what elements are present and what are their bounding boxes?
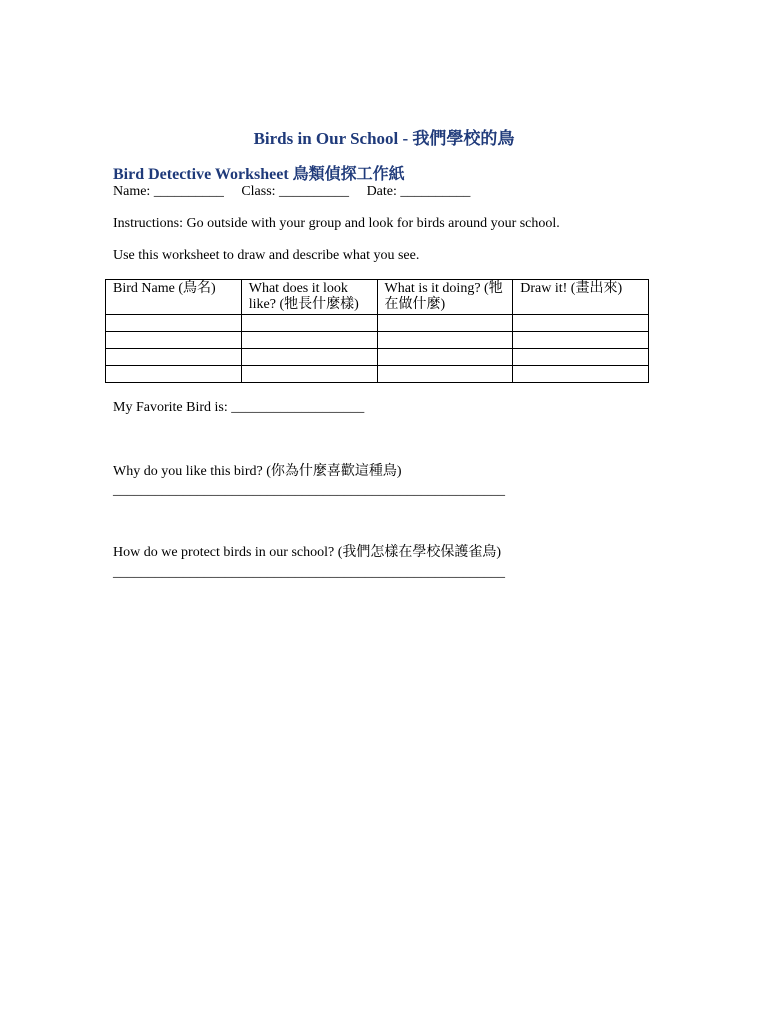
table-row	[106, 366, 649, 383]
why-like-question: Why do you like this bird? (你為什麼喜歡這種鳥)	[113, 464, 402, 479]
worksheet-heading: Bird Detective Worksheet 鳥類偵探工作紙	[113, 166, 405, 183]
class-field: Class: __________	[241, 184, 350, 199]
table-cell	[377, 332, 513, 349]
name-field: Name: __________	[113, 184, 224, 199]
column-header-activity: What is it doing? (牠在做什麼)	[377, 280, 513, 315]
column-header-appearance: What does it look like? (牠長什麼樣)	[241, 280, 377, 315]
table-row	[106, 349, 649, 366]
date-field: Date: __________	[366, 184, 471, 199]
bird-observation-table	[105, 279, 649, 383]
table-row	[106, 315, 649, 332]
instructions-text-2: Use this worksheet to draw and describe what you see.	[113, 248, 420, 263]
table-header-row	[106, 280, 649, 315]
table-cell	[106, 332, 242, 349]
column-header-bird-name: Bird Name (鳥名)	[106, 280, 242, 315]
table-row	[106, 332, 649, 349]
column-header-drawing: Draw it! (畫出來)	[513, 280, 649, 315]
table-cell	[377, 349, 513, 366]
why-like-answer-line: ________________________________________________________	[113, 483, 505, 498]
favorite-bird-prompt: My Favorite Bird is: ___________________	[113, 400, 365, 415]
instructions-text: Instructions: Go outside with your group and look for birds around your school.	[113, 216, 560, 231]
protect-birds-answer-line: ________________________________________________________	[113, 565, 505, 580]
student-info-fields	[113, 184, 470, 200]
table-cell	[377, 315, 513, 332]
table-cell	[241, 315, 377, 332]
table-cell	[513, 332, 649, 349]
table-cell	[241, 349, 377, 366]
table-cell	[106, 315, 242, 332]
table-cell	[241, 366, 377, 383]
document-title: Birds in Our School - 我們學校的鳥	[253, 129, 515, 148]
table-cell	[377, 366, 513, 383]
table-cell	[106, 349, 242, 366]
protect-birds-question: How do we protect birds in our school? (我們怎樣在學校保護雀鳥)	[113, 545, 502, 560]
table-cell	[513, 366, 649, 383]
table-cell	[241, 332, 377, 349]
table-cell	[106, 366, 242, 383]
table-cell	[513, 315, 649, 332]
table-cell	[513, 349, 649, 366]
